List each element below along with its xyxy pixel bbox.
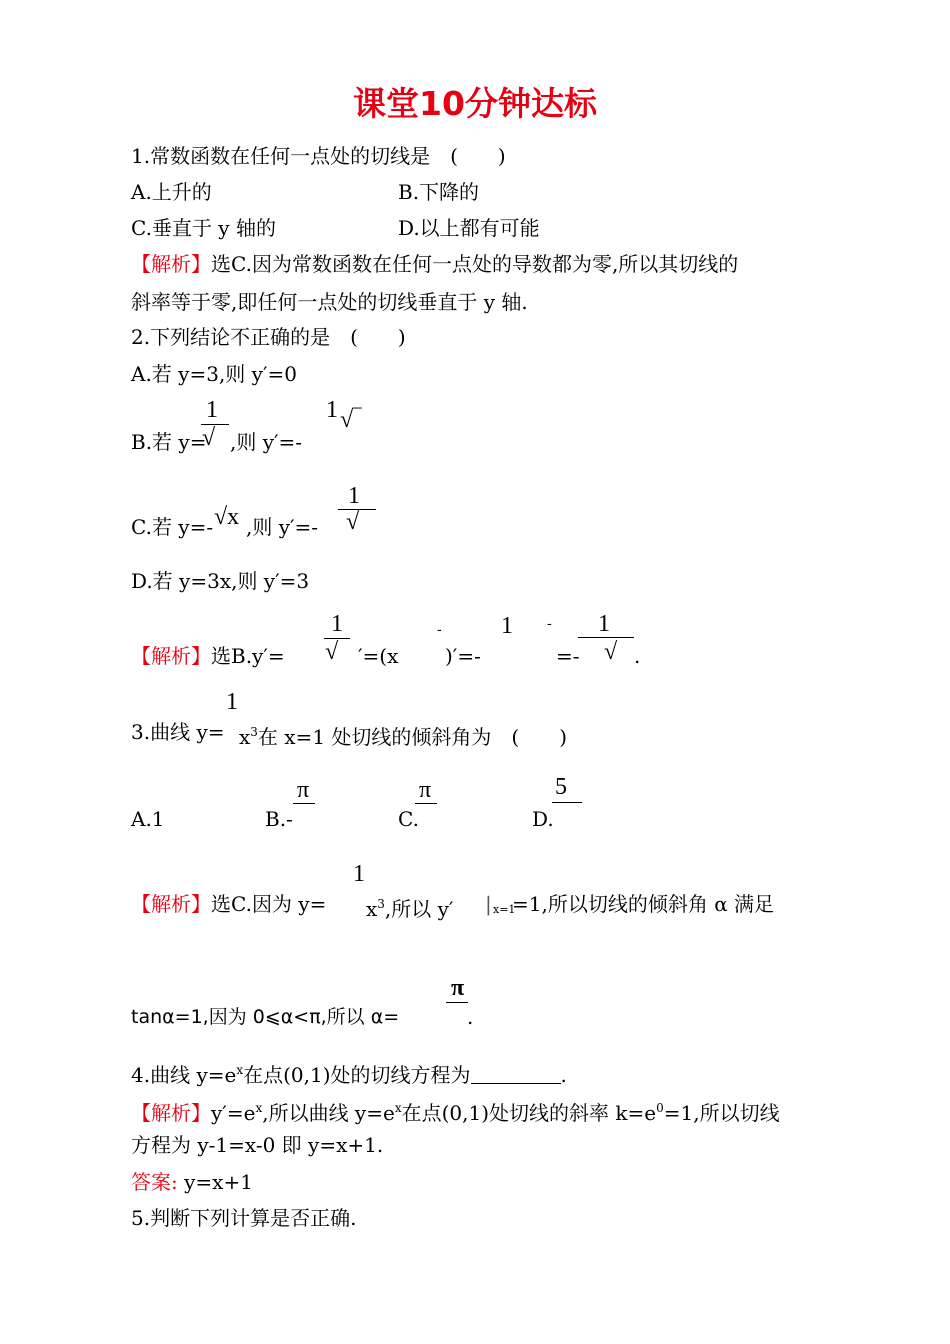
q1-analysis-tag: 【解析】 <box>131 252 211 276</box>
q3-stem-prefix: 3.曲线 y= <box>131 720 225 744</box>
q4-stem-end: . <box>560 1063 567 1087</box>
q2-option-b-rhs-sqrt: √‾ <box>340 407 362 433</box>
q3-explanation-eval-point: x=1 <box>493 903 516 916</box>
q1-explanation-line1 <box>131 252 738 276</box>
q3-explanation-fraction-bar <box>446 1002 468 1003</box>
q4-exp-sup2: x <box>394 1101 402 1115</box>
q3-explanation-derivative: ,所以 y′ <box>384 897 454 921</box>
q4-exp-a: y′=e <box>211 1101 256 1125</box>
q3-explanation-x <box>366 892 453 921</box>
q4-stem-rest: 在点(0,1)处的切线方程为 <box>243 1063 471 1087</box>
q1-stem: 1.常数函数在任何一点处的切线是 ( ) <box>131 144 506 168</box>
q1-option-b: B.下降的 <box>398 180 480 204</box>
q3-stem-rest: 在 x=1 处切线的倾斜角为 ( ) <box>257 725 568 749</box>
q3-explanation-x-exponent: 3 <box>377 897 385 911</box>
q2-explanation-exponent-minus: - <box>437 622 442 638</box>
q1-option-c: C.垂直于 y 轴的 <box>131 216 276 240</box>
q3-option-c-fraction-bar <box>415 803 437 804</box>
q2-option-d: D.若 y=3x,则 y′=3 <box>131 569 310 593</box>
q3-option-d: D. <box>532 807 554 831</box>
q4-answer-value: y=x+1 <box>177 1170 253 1194</box>
q3-option-d-fraction-bar <box>552 802 582 803</box>
q4-exp-b: ,所以曲线 y=e <box>262 1101 395 1125</box>
q3-explanation-end: . <box>467 1005 474 1029</box>
q2-stem: 2.下列结论不正确的是 ( ) <box>131 325 406 349</box>
q2-explanation-sqrt3: √ <box>604 639 618 665</box>
q3-option-c: C. <box>398 807 419 831</box>
q2-option-b-middle: ,则 y′=- <box>230 430 303 454</box>
q3-explanation-x-base: x <box>366 897 378 921</box>
q3-option-b-fraction-bar <box>293 803 315 804</box>
q2-option-c-denominator-sqrt: √ <box>346 509 360 535</box>
q4-analysis-tag: 【解析】 <box>131 1101 211 1125</box>
q4-answer <box>131 1170 253 1194</box>
q2-explanation-fraction-bar3 <box>578 637 634 638</box>
q2-option-b-prefix: B.若 y= <box>131 430 207 454</box>
q1-option-d: D.以上都有可能 <box>398 216 540 240</box>
page-title: 课堂10分钟达标 <box>353 84 597 123</box>
q5-stem: 5.判断下列计算是否正确. <box>131 1206 357 1230</box>
q2-explanation-sqrt: √ <box>325 639 339 665</box>
q3-explanation-eval-bar: | <box>485 892 492 916</box>
q3-explanation-line2: tanα=1,因为 0⩽α<π,所以 α= <box>131 1006 400 1028</box>
q4-stem <box>131 1058 567 1087</box>
q2-option-b-sqrt: √ <box>202 425 216 451</box>
q2-analysis-label: 【解析】 <box>131 644 211 668</box>
q2-explanation-end: . <box>634 644 641 668</box>
q2-analysis-tag <box>131 644 285 668</box>
q3-option-d-numerator: 5 <box>555 774 567 800</box>
q4-explanation-line2: 方程为 y-1=x-0 即 y=x+1. <box>131 1133 384 1157</box>
q3-stem-x-base: x <box>239 725 251 749</box>
q1-option-a: A.上升的 <box>131 180 212 204</box>
q2-option-b-numerator: 1 <box>206 397 218 423</box>
q4-stem-exponent: x <box>236 1063 244 1077</box>
q2-explanation-numerator: 1 <box>331 611 343 637</box>
q3-stem-x <box>239 720 567 749</box>
q4-explanation-line1 <box>131 1096 780 1125</box>
q4-exp-sup1: x <box>255 1101 263 1115</box>
q2-option-c-sqrt-x: √x <box>214 504 240 530</box>
q3-explanation-start: 选C.因为 y= <box>211 892 327 916</box>
q3-explanation-rest: =1,所以切线的倾斜角 α 满足 <box>512 892 775 916</box>
q4-exp-sup3: 0 <box>656 1101 664 1115</box>
q3-option-a: A.1 <box>131 807 165 831</box>
q4-answer-tag: 答案: <box>131 1170 178 1194</box>
q2-explanation-close: )′=- <box>445 644 481 668</box>
q2-option-c-middle: ,则 y′=- <box>246 515 319 539</box>
q3-stem-x-exponent: 3 <box>250 725 258 739</box>
q2-option-a: A.若 y=3,则 y′=0 <box>131 362 297 386</box>
q1-explanation-text1: 选C.因为常数函数在任何一点处的导数都为零,所以其切线的 <box>211 252 739 276</box>
q4-exp-c: 在点(0,1)处切线的斜率 k=e <box>401 1101 657 1125</box>
q2-option-b-rhs-numerator: 1 <box>326 397 338 423</box>
q2-explanation-prime: ′=(x <box>358 644 399 668</box>
q2-option-c-prefix: C.若 y=- <box>131 515 214 539</box>
q3-stem-numerator: 1 <box>226 689 238 715</box>
q4-stem-start: 4.曲线 y=e <box>131 1063 237 1087</box>
q3-explanation-numerator: 1 <box>353 861 365 887</box>
q2-explanation-numerator2: 1 <box>501 613 513 639</box>
q3-explanation-pi: π <box>451 975 465 1001</box>
q2-explanation-numerator3: 1 <box>598 611 610 637</box>
q2-option-c-numerator: 1 <box>348 483 360 509</box>
q3-option-b: B.- <box>265 807 293 831</box>
q4-answer-blank <box>471 1065 561 1084</box>
q3-analysis-tag: 【解析】 <box>131 892 211 916</box>
q3-option-b-pi: π <box>297 777 310 803</box>
q4-exp-d: =1,所以切线 <box>663 1101 780 1125</box>
q3-option-c-pi: π <box>419 777 432 803</box>
q2-explanation-exponent-minus2: - <box>547 616 552 632</box>
q3-explanation-line1 <box>131 892 326 916</box>
q2-explanation-equals: =- <box>556 644 580 668</box>
q1-explanation-line2: 斜率等于零,即任何一点处的切线垂直于 y 轴. <box>131 290 528 314</box>
q2-explanation-start: 选B.y′= <box>211 644 285 668</box>
